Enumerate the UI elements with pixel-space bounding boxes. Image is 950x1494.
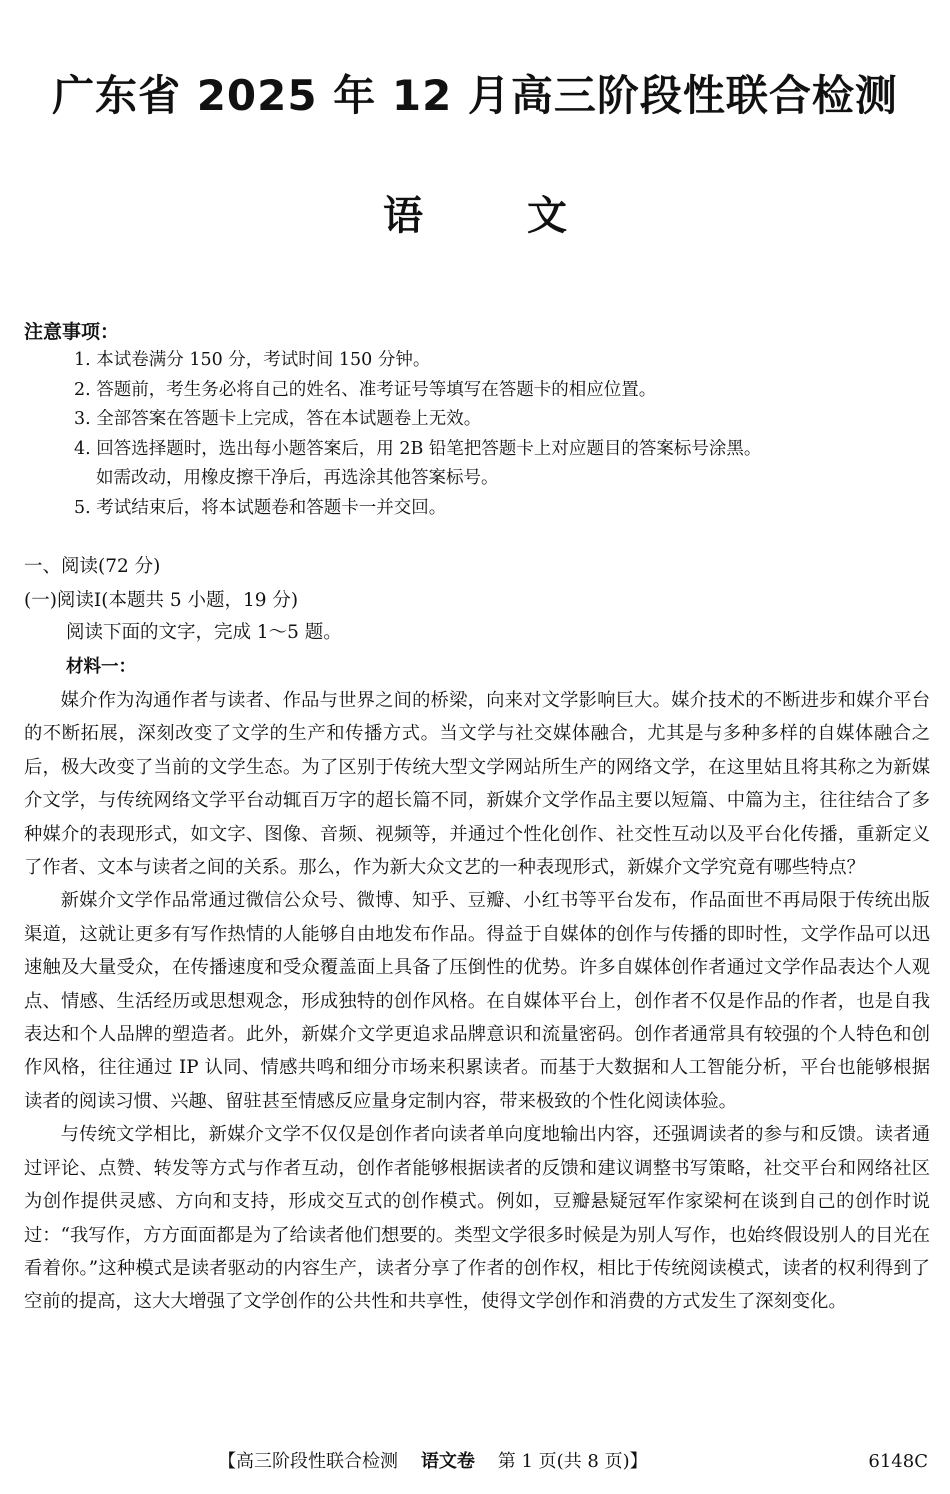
body-paragraph: 媒介作为沟通作者与读者、作品与世界之间的桥梁，向来对文学影响巨大。媒介技术的不断进步和媒介平台的不断拓展，深刻改变了文学的生产和传播方式。当文学与社交媒体融合，尤其是与多种多样的自媒体融合之后，极大改变了当前的文学生态。为了区别于传统大型文学网站所生产的网络文学，在这里姑且将其称之为新媒介文学，与传统网络文学平台动辄百万字的超长篇不同，新媒介文学作品主要以短篇、中篇为主，往往结合了多种媒介的表现形式，如文字、图像、音频、视频等，并通过个性化创作、社交性互动以及平台化传播，重新定义了作者、文本与读者之间的关系。那么，作为新大众文艺的一种表现形式，新媒介文学究竟有哪些特点？ — [24, 690, 930, 879]
notice-item: 5. 考试结束后，将本试题卷和答题卡一并交回。 — [74, 497, 447, 518]
sub-section-heading: (一)阅读Ⅰ(本题共 5 小题，19 分) — [24, 590, 299, 611]
reading-instruction: 阅读下面的文字，完成 1～5 题。 — [66, 622, 342, 643]
notice-item: 4. 回答选择题时，选出每小题答案后，用 2B 铅笔把答题卡上对应题目的答案标号涂黑。 — [74, 438, 762, 459]
footer-page-info — [218, 1448, 648, 1476]
notice-heading: 注意事项： — [24, 321, 120, 343]
subject-title: 语 文 — [383, 193, 567, 239]
footer-bracket-left: 【 — [218, 1451, 236, 1472]
footer-bracket-right: 】 — [629, 1451, 648, 1472]
notice-item: 1. 本试卷满分 150 分，考试时间 150 分钟。 — [74, 350, 431, 370]
page-title: 广东省 2025 年 12 月高三阶段性联合检测 — [52, 71, 898, 120]
notice-item: 3. 全部答案在答题卡上完成，答在本试题卷上无效。 — [74, 409, 482, 429]
footer-exam-name: 高三阶段性联合检测 — [236, 1451, 398, 1472]
material-body — [24, 684, 930, 1319]
footer-paper-code: 6148C — [868, 1451, 928, 1472]
footer-page-number: 第 1 页(共 8 页) — [497, 1451, 630, 1472]
material-label: 材料一： — [66, 657, 136, 677]
notice-item-continuation: 如需改动，用橡皮擦干净后，再选涂其他答案标号。 — [96, 468, 499, 488]
footer-paper-name: 语文卷 — [420, 1451, 475, 1472]
notice-item: 2. 答题前，考生务必将自己的姓名、准考证号等填写在答题卡的相应位置。 — [74, 379, 657, 400]
notice-list — [74, 346, 934, 523]
section-heading: 一、阅读(72 分) — [24, 556, 161, 577]
body-paragraph: 与传统文学相比，新媒介文学不仅仅是创作者向读者单向度地输出内容，还强调读者的参与和反馈。读者通过评论、点赞、转发等方式与作者互动，创作者能够根据读者的反馈和建议调整书写策略，社交平台和网络社区为创作提供灵感、方向和支持，形成交互式的创作模式。例如，豆瓣悬疑冠军作家梁柯在谈到自己的创作时说过：“我写作，方方面面都是为了给读者他们想要的。类型文学很多时候是为别人写作，也始终假设别人的目光在看着你。”这种模式是读者驱动的内容生产，读者分享了作者的创作权，相比于传统阅读模式，读者的权利得到了空前的提高，这大大增强了文学创作的公共性和共享性，使得文学创作和消费的方式发生了深刻变化。 — [24, 1124, 930, 1313]
body-paragraph: 新媒介文学作品常通过微信公众号、微博、知乎、豆瓣、小红书等平台发布，作品面世不再局限于传统出版渠道，这就让更多有写作热情的人能够自由地发布作品。得益于自媒体的创作与传播的即时性，文学作品可以迅速触及大量受众，在传播速度和受众覆盖面上具备了压倒性的优势。许多自媒体创作者通过文学作品表达个人观点、情感、生活经历或思想观念，形成独特的创作风格。在自媒体平台上，创作者不仅是作品的作者，也是自我表达和个人品牌的塑造者。此外，新媒介文学更追求品牌意识和流量密码。创作者通常具有较强的个人特色和创作风格，往往通过 IP 认同、情感共鸣和细分市场来积累读者。而基于大数据和人工智能分析，平台也能够根据读者的阅读习惯、兴趣、留驻甚至情感反应量身定制内容，带来极致的个性化阅读体验。 — [24, 890, 930, 1112]
